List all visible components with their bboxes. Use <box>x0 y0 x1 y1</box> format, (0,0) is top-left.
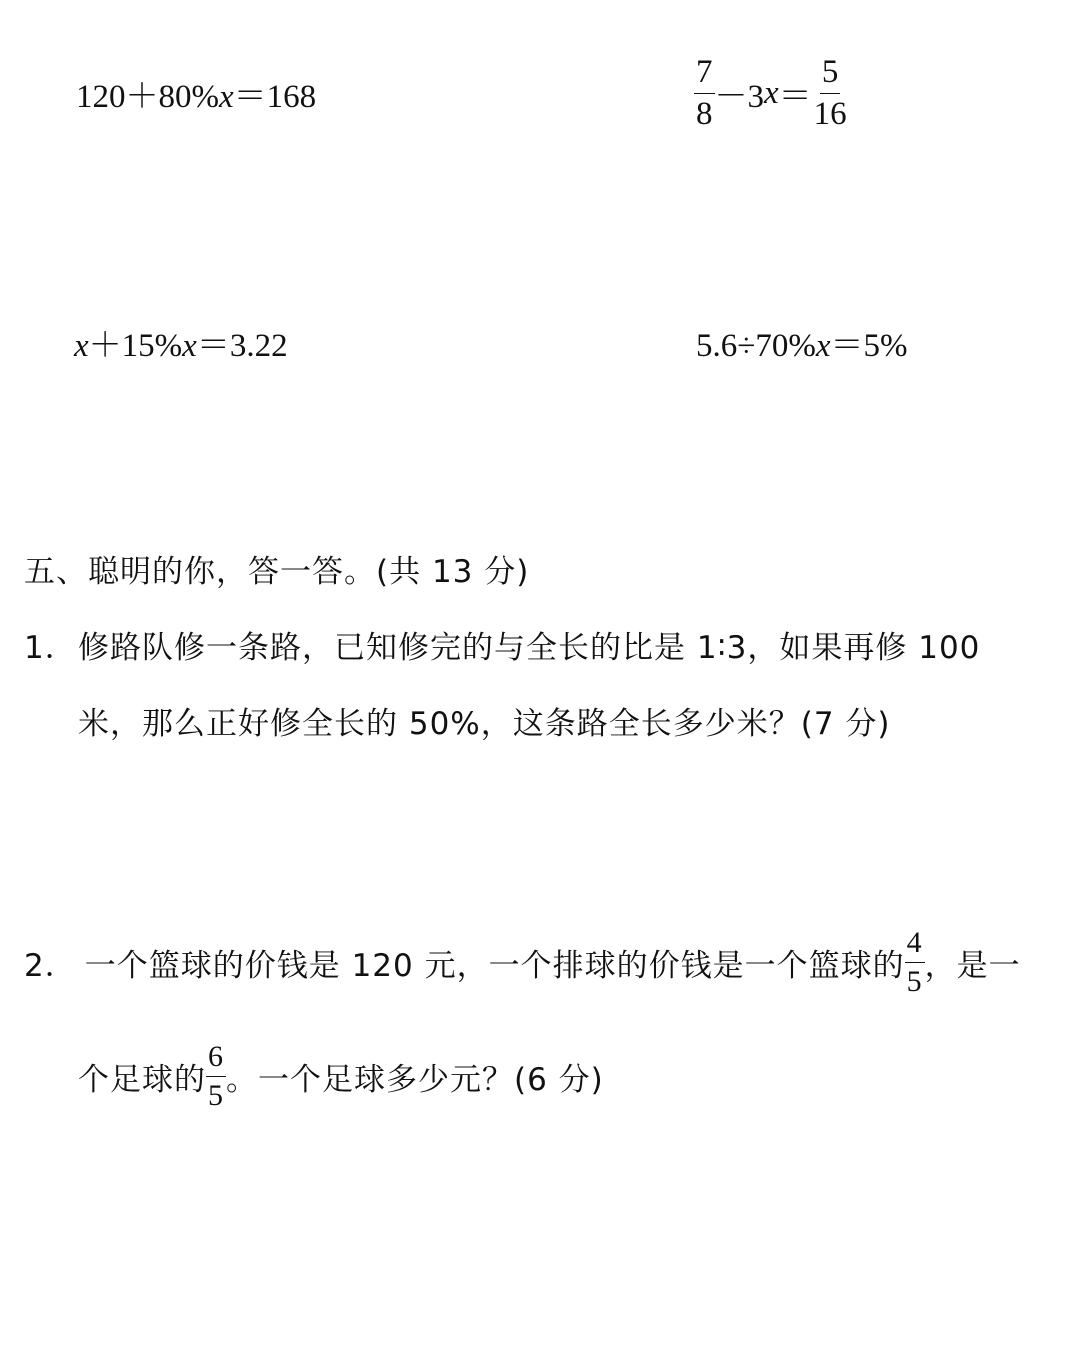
fraction-6-5 <box>206 1039 226 1112</box>
equation-1-rhs: ＝168 <box>233 79 317 115</box>
fraction-numerator: 6 <box>206 1042 226 1077</box>
question-1-line-1: 修路队修一条路，已知修完的与全长的比是 1∶3，如果再修 100 <box>78 630 981 666</box>
question-2-line-2 <box>78 1038 604 1114</box>
question-2-number: 2． <box>24 947 77 984</box>
equation-3-rhs: ＝3.22 <box>196 328 288 364</box>
variable-x: x <box>219 79 234 115</box>
section-heading: 五、聪明的你，答一答。(共 13 分) <box>24 554 530 590</box>
question-2-line-1 <box>24 924 1021 1000</box>
question-2-text-1: 一个篮球的价钱是 120 元，一个排球的价钱是一个篮球的 <box>84 947 905 984</box>
equation-4-lhs: 5.6÷70% <box>696 328 816 364</box>
fraction-denominator: 5 <box>208 1078 224 1112</box>
equation-1-lhs: 120＋80% <box>76 79 219 115</box>
equation-2 <box>694 56 849 131</box>
question-1-number: 1． <box>24 630 77 666</box>
question-2-text-2: 个足球的 <box>78 1061 206 1098</box>
fraction-denominator: 8 <box>696 96 713 132</box>
fraction-5-16 <box>812 56 849 131</box>
variable-x: x <box>74 328 89 364</box>
equation-2-mid: －3 <box>714 79 764 115</box>
equation-4-rhs: ＝5% <box>830 328 908 364</box>
fraction-numerator: 5 <box>820 56 841 94</box>
variable-x: x <box>182 328 197 364</box>
question-1-line-2: 米，那么正好修全长的 50%，这条路全长多少米？(7 分) <box>78 706 891 742</box>
variable-x: x <box>815 328 831 364</box>
equals-sign: ＝ <box>778 79 812 115</box>
fraction-numerator: 4 <box>905 928 925 963</box>
fraction-numerator: 7 <box>694 56 715 94</box>
variable-x: x <box>764 75 779 111</box>
fraction-7-8 <box>694 56 715 131</box>
question-2-text-1-tail: ，是一 <box>924 947 1021 984</box>
equation-3-mid: ＋15% <box>88 328 183 364</box>
equation-1 <box>76 70 316 117</box>
question-2-text-2-tail: 。一个足球多少元？(6 分) <box>226 1061 604 1098</box>
fraction-4-5 <box>905 925 925 998</box>
fraction-denominator: 16 <box>813 96 847 132</box>
fraction-denominator: 5 <box>906 964 923 998</box>
equation-3 <box>74 319 288 366</box>
equation-4 <box>696 319 908 366</box>
